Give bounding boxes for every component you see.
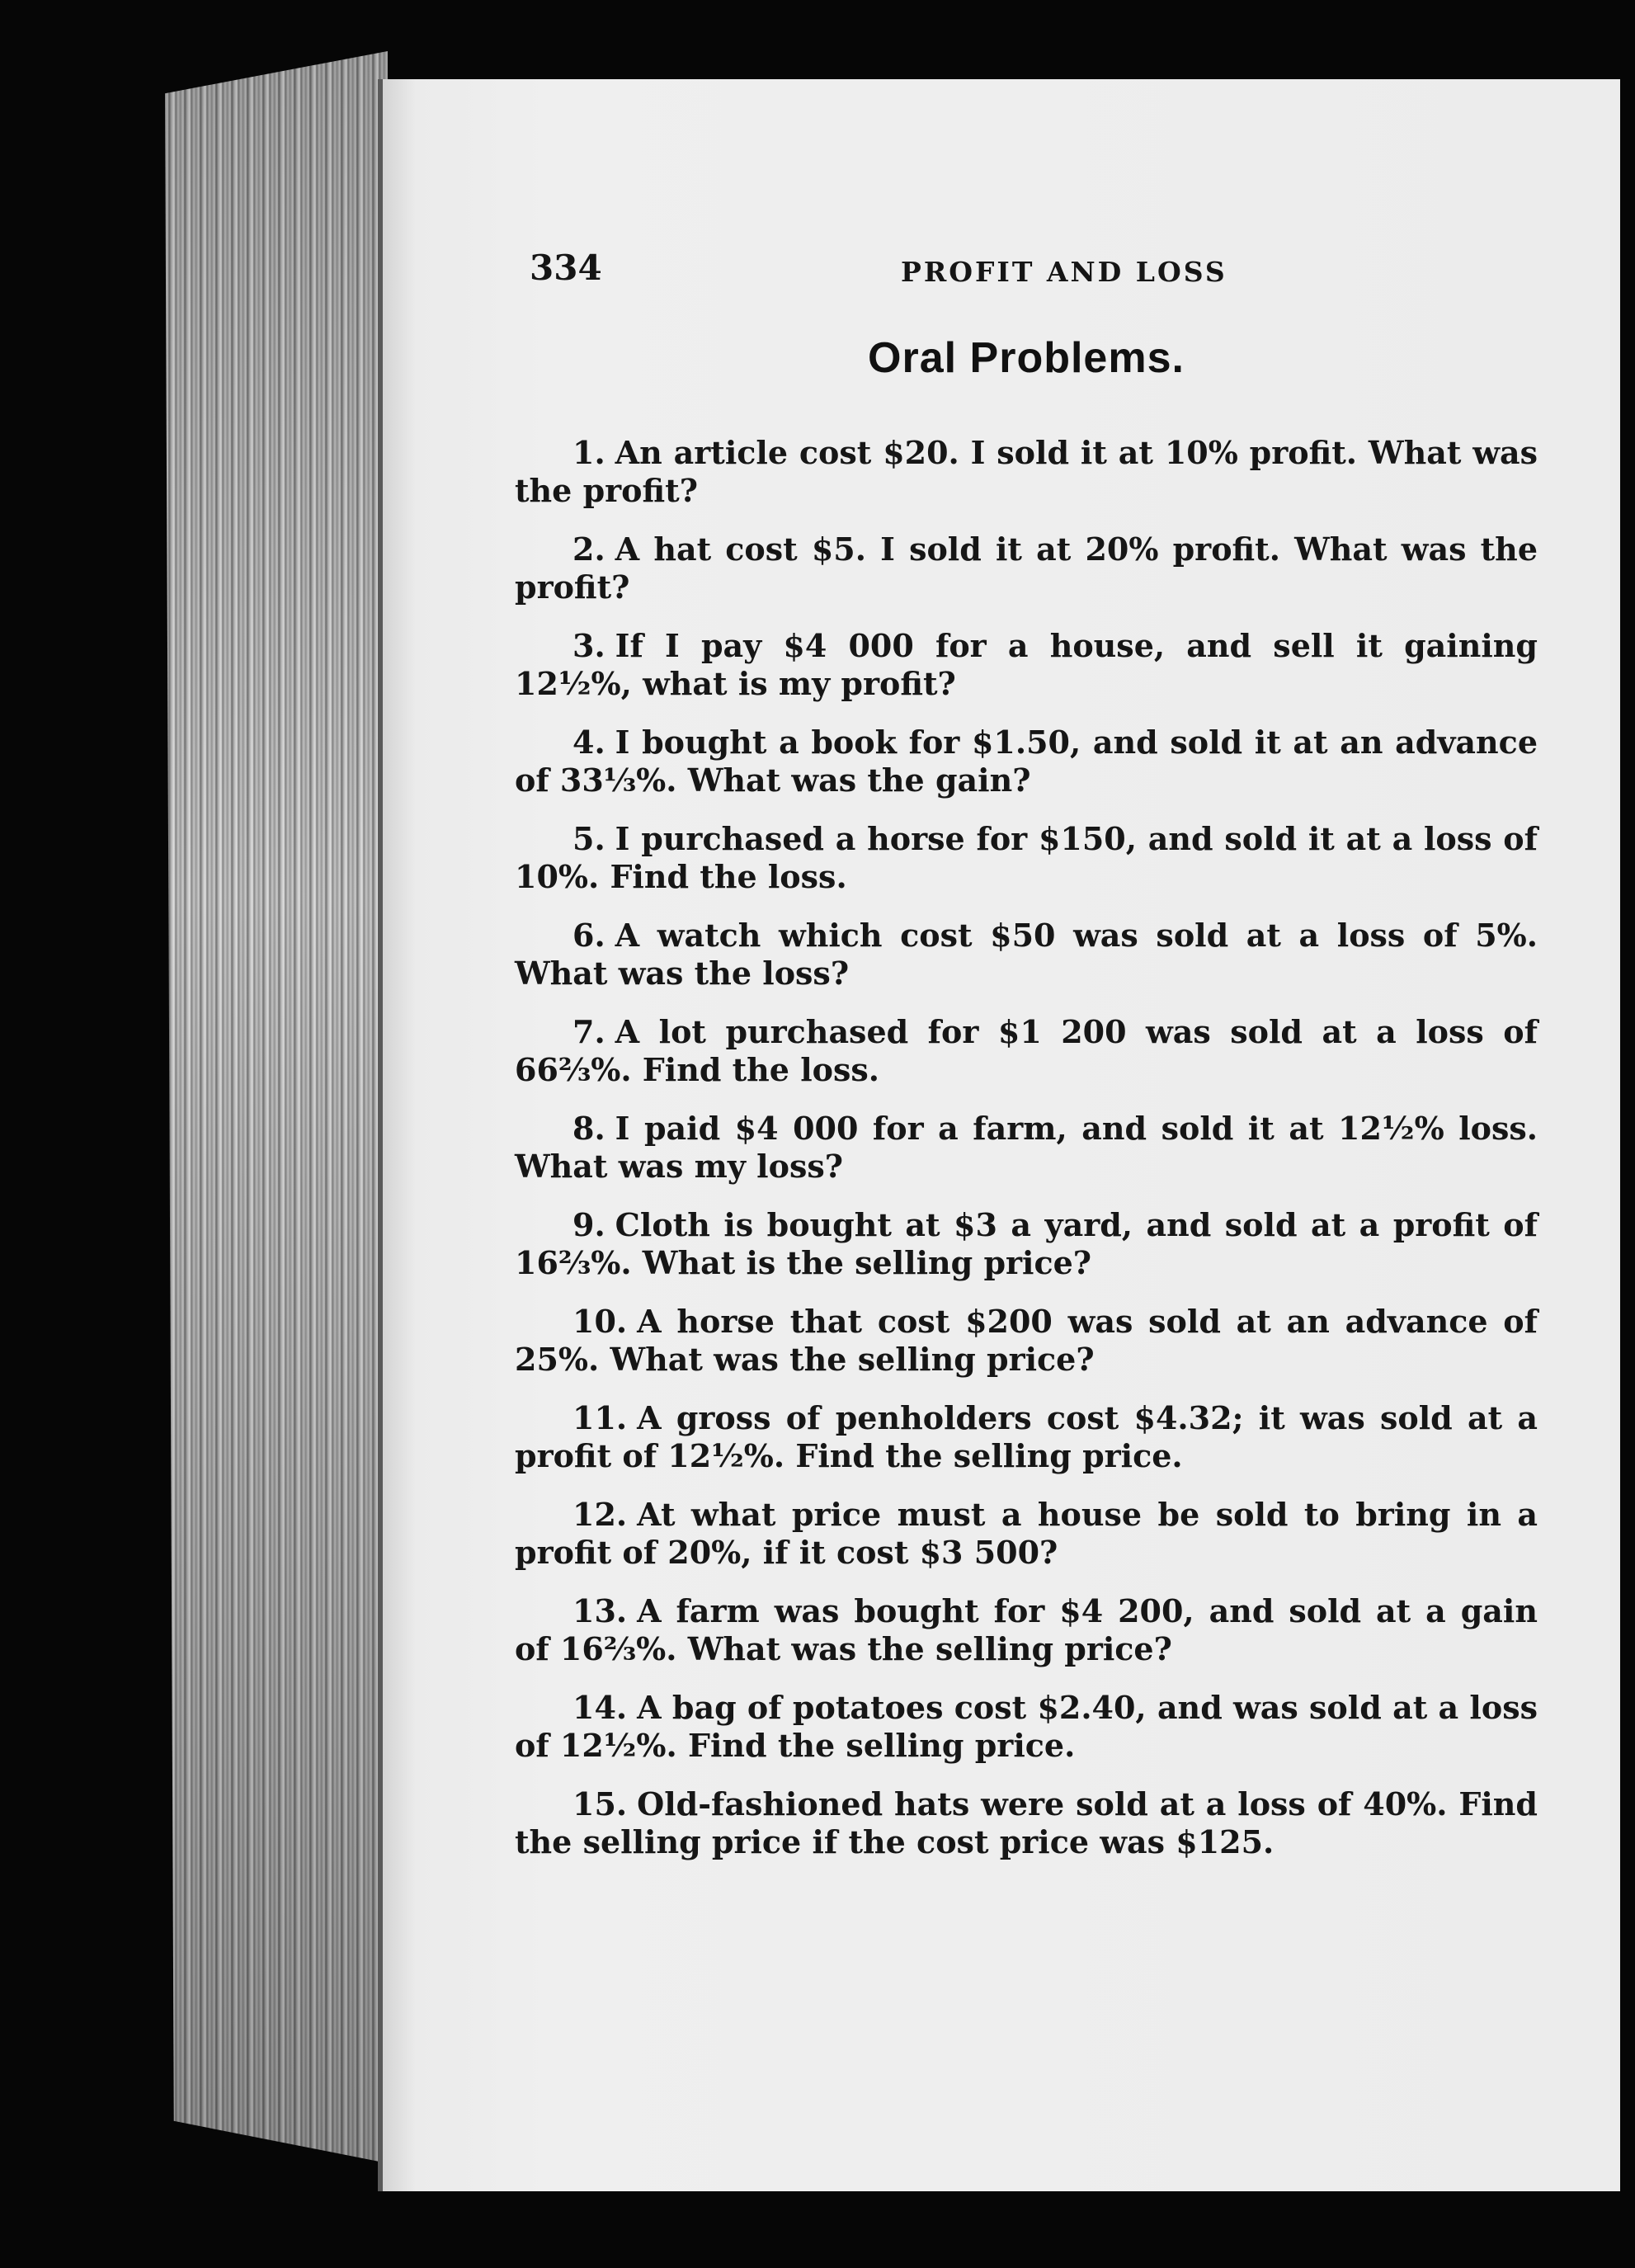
problem-text: An article cost $20. I sold it at 10% profit. What was the profit?	[515, 434, 1538, 509]
problem-item	[515, 820, 1538, 896]
problem-item	[515, 1303, 1538, 1379]
problem-text: Cloth is bought at $3 a yard, and sold at a profit of 16⅔%. What is the selling price?	[515, 1206, 1538, 1281]
problem-text: At what price must a house be sold to bring in a profit of 20%, if it cost $3 500?	[515, 1496, 1538, 1571]
problem-item	[515, 1110, 1538, 1186]
problem-item	[515, 1496, 1538, 1572]
section-title: Oral Problems.	[868, 334, 1185, 382]
problem-number: 10.	[572, 1303, 628, 1340]
problem-text: I purchased a horse for $150, and sold it at a loss of 10%. Find the loss.	[515, 820, 1538, 895]
problem-number: 2.	[572, 530, 605, 568]
problem-item	[515, 1592, 1538, 1668]
problem-item	[515, 1399, 1538, 1475]
book-page-edges	[165, 51, 388, 2163]
problem-number: 6.	[572, 917, 605, 954]
problem-number: 3.	[572, 627, 605, 664]
problem-number: 14.	[572, 1689, 628, 1726]
problem-item	[515, 1206, 1538, 1282]
problem-item	[515, 1785, 1538, 1861]
problem-item	[515, 917, 1538, 993]
problem-number: 15.	[572, 1785, 628, 1822]
problem-item	[515, 724, 1538, 799]
page-header	[530, 248, 1554, 297]
problem-number: 8.	[572, 1110, 605, 1147]
problem-text: Old-fashioned hats were sold at a loss of 40%. Find the selling price if the cost price was $125.	[515, 1785, 1538, 1860]
problem-item	[515, 530, 1538, 606]
problem-item	[515, 627, 1538, 703]
running-head: PROFIT AND LOSS	[901, 256, 1227, 288]
problem-text: A lot purchased for $1 200 was sold at a loss of 66⅔%. Find the loss.	[515, 1013, 1538, 1088]
problem-text: A farm was bought for $4 200, and sold at a gain of 16⅔%. What was the selling price?	[515, 1592, 1538, 1667]
problem-text: A hat cost $5. I sold it at 20% profit. What was the profit?	[515, 530, 1538, 606]
problem-number: 12.	[572, 1496, 628, 1533]
problem-item	[515, 1689, 1538, 1765]
problem-number: 5.	[572, 820, 605, 857]
problem-text: I bought a book for $1.50, and sold it at an advance of 33⅓%. What was the gain?	[515, 724, 1538, 799]
problem-text: A gross of penholders cost $4.32; it was sold at a profit of 12½%. Find the selling price.	[515, 1399, 1538, 1474]
problem-number: 7.	[572, 1013, 605, 1050]
problem-text: A watch which cost $50 was sold at a loss of 5%. What was the loss?	[515, 917, 1538, 992]
problem-item	[515, 434, 1538, 510]
problem-number: 4.	[572, 724, 605, 761]
book-page	[378, 79, 1620, 2191]
problem-text: I paid $4 000 for a farm, and sold it at 12½% loss. What was my loss?	[515, 1110, 1538, 1185]
problem-list	[515, 434, 1538, 1882]
problem-number: 11.	[572, 1399, 628, 1436]
problem-number: 1.	[572, 434, 605, 471]
problem-text: If I pay $4 000 for a house, and sell it gaining 12½%, what is my profit?	[515, 627, 1538, 702]
problem-number: 9.	[572, 1206, 605, 1243]
problem-text: A bag of potatoes cost $2.40, and was sold at a loss of 12½%. Find the selling price.	[515, 1689, 1538, 1764]
problem-number: 13.	[572, 1592, 628, 1629]
problem-item	[515, 1013, 1538, 1089]
problem-text: A horse that cost $200 was sold at an advance of 25%. What was the selling price?	[515, 1303, 1538, 1378]
page-number: 334	[530, 248, 602, 288]
